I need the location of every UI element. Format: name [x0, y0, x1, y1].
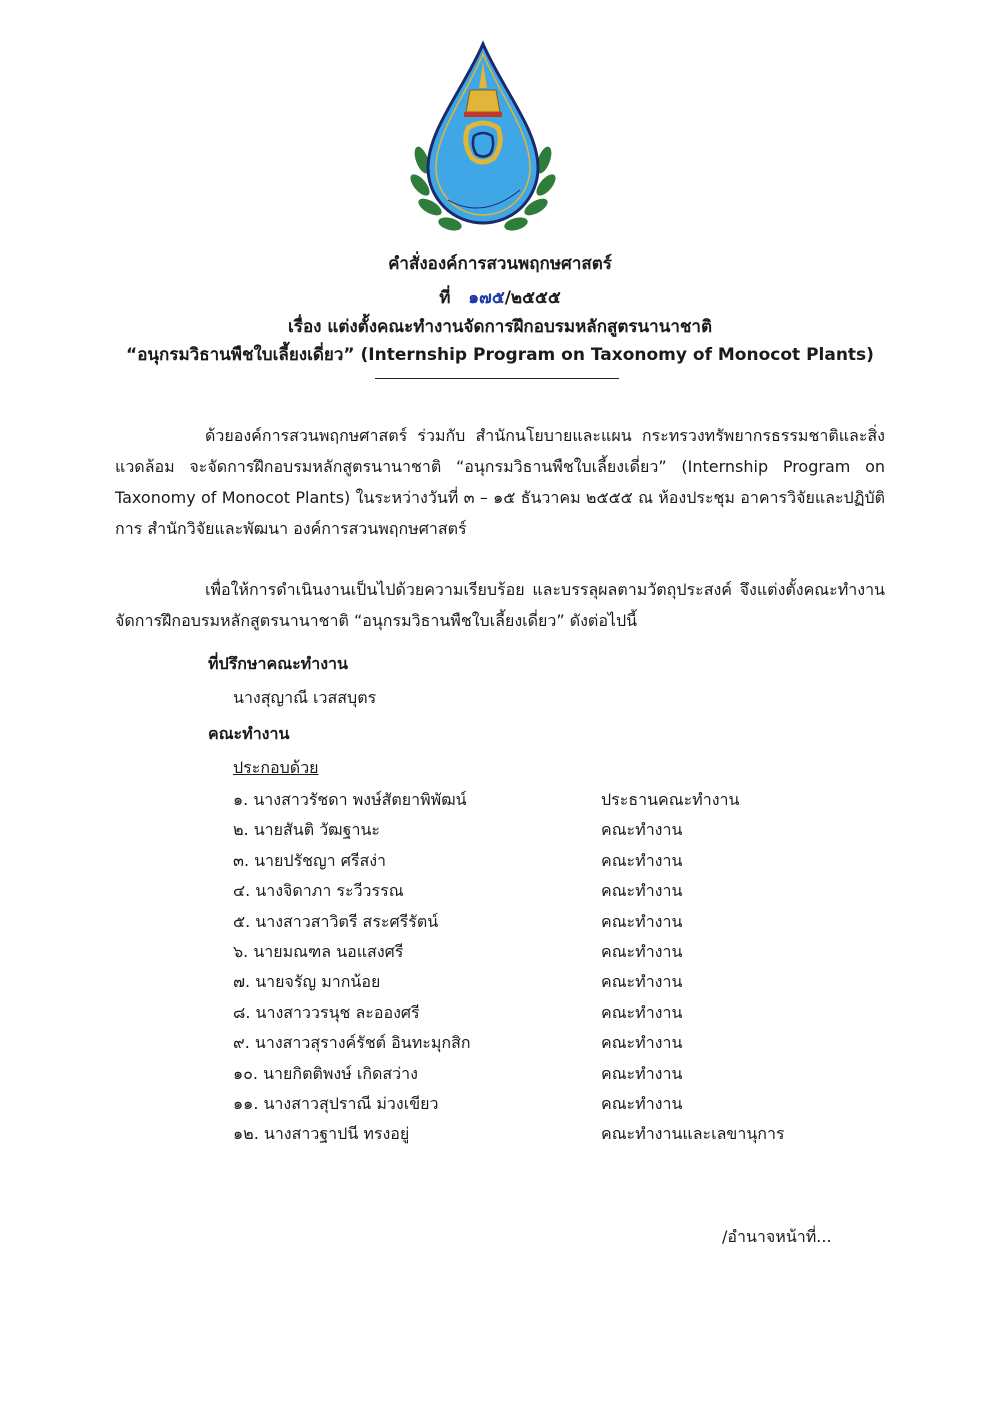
member-role: คณะทำงาน — [601, 972, 683, 992]
member-row — [233, 910, 833, 940]
member-row — [233, 1122, 833, 1152]
order-number: ๑๗๕ — [468, 288, 505, 308]
order-year: /๒๕๕๕ — [504, 288, 561, 308]
order-subject: เรื่อง แต่งตั้งคณะทำงานจัดการฝึกอบรมหลักสูตรนานาชาติ — [288, 317, 712, 337]
member-name: ๑๑. นางสาวสุปราณี ม่วงเขียว — [233, 1093, 439, 1113]
botanical-garden-logo — [408, 40, 558, 240]
order-label: ที่ — [439, 288, 451, 308]
member-row — [233, 1031, 833, 1061]
member-name: ๙. นางสาวสุรางค์รัชต์ อินทะมุกสิก — [233, 1033, 471, 1053]
member-row — [233, 788, 833, 818]
member-row — [233, 818, 833, 848]
member-name: ๑๒. นางสาวฐาปนี ทรงอยู่ — [233, 1124, 410, 1144]
page-continuation: /อำนาจหน้าที่... — [722, 1227, 832, 1246]
member-row — [233, 879, 833, 909]
member-name: ๗. นายจรัญ มากน้อย — [233, 972, 381, 992]
member-role: คณะทำงาน — [601, 1002, 683, 1022]
member-row — [233, 970, 833, 1000]
member-name: ๓. นายปรัชญา ศรีสง่า — [233, 850, 387, 870]
member-role: คณะทำงาน — [601, 941, 683, 961]
body-paragraph-2: เพื่อให้การดำเนินงานเป็นไปด้วยความเรียบร้อย และบรรลุผลตามวัตถุประสงค์ จึงแต่งตั้งคณะทำงานจัดการฝึกอบรมหลักสูตรนานาชาติ “อนุกรมวิธานพืชใบเลี้ยงเดี่ยว” ดังต่อไปนี้ — [115, 580, 885, 630]
member-row — [233, 1092, 833, 1122]
member-role: คณะทำงาน — [601, 881, 683, 901]
member-row — [233, 849, 833, 879]
body-paragraph-1: ด้วยองค์การสวนพฤกษศาสตร์ ร่วมกับ สำนักนโยบายและแผน กระทรวงทรัพยากรธรรมชาติและสิ่งแวดล้อม จะจัดการฝึกอบรมหลักสูตรนานาชาติ “อนุกรมวิธานพืชใบเลี้ยงเดี่ยว” (Internship Program on Taxonomy of Monocot Plants) ในระหว่างวันที่ ๓ – ๑๕ ธันวาคม ๒๕๕๕ ณ ห้องประชุม อาคารวิจัยและปฏิบัติการ สำนักวิจัยและพัฒนา องค์การสวนพฤกษศาสตร์ — [115, 426, 885, 538]
member-role: คณะทำงาน — [601, 1063, 683, 1083]
header-divider — [375, 378, 619, 379]
member-name: ๑๐. นายกิตติพงษ์ เกิดสว่าง — [233, 1063, 418, 1083]
committee-subheading: ประกอบด้วย — [233, 758, 319, 777]
member-role: คณะทำงาน — [601, 1033, 683, 1053]
program-name: “อนุกรมวิธานพืชใบเลี้ยงเดี่ยว” (Internship Program on Taxonomy of Monocot Plants) — [126, 345, 874, 365]
order-number-line — [0, 284, 1000, 311]
member-role: คณะทำงาน — [601, 820, 683, 840]
advisors-heading: ที่ปรึกษาคณะทำงาน — [208, 654, 348, 673]
member-name: ๘. นางสาววรนุช ละอองศรี — [233, 1002, 420, 1022]
member-role: คณะทำงานและเลขานุการ — [601, 1124, 785, 1144]
committee-heading: คณะทำงาน — [208, 724, 290, 743]
member-role: คณะทำงาน — [601, 1093, 683, 1113]
committee-member-list — [233, 788, 833, 1153]
member-name: ๒. นายสันติ วัฒฐานะ — [233, 820, 380, 840]
member-name: ๖. นายมณฑล นอแสงศรี — [233, 941, 404, 961]
member-name: ๑. นางสาวรัชดา พงษ์สัตยาพิพัฒน์ — [233, 790, 467, 809]
member-name: ๕. นางสาวสาวิตรี สระศรีรัตน์ — [233, 911, 439, 931]
member-row — [233, 1001, 833, 1031]
member-role: ประธานคณะทำงาน — [601, 790, 740, 809]
order-title: คำสั่งองค์การสวนพฤกษศาสตร์ — [388, 254, 612, 274]
member-role: คณะทำงาน — [601, 911, 683, 931]
member-row — [233, 1062, 833, 1092]
member-row — [233, 940, 833, 970]
member-name: ๔. นางจิดาภา ระวีวรรณ — [233, 881, 404, 901]
member-role: คณะทำงาน — [601, 850, 683, 870]
advisor-name: นางสุญาณี เวสสบุตร — [233, 688, 377, 707]
